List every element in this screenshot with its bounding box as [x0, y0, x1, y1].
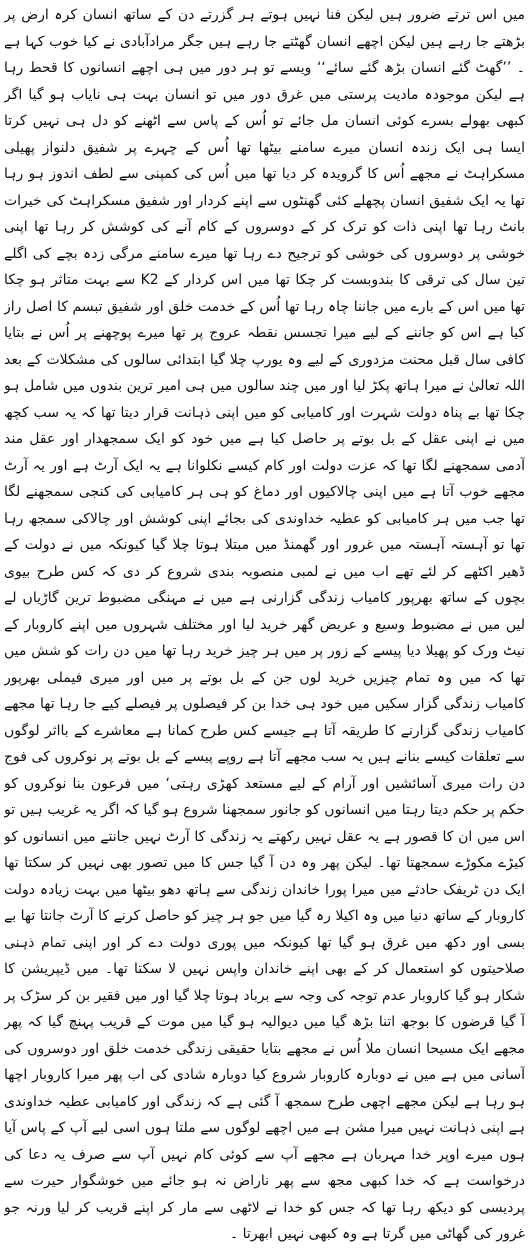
article-body-text: میں اس ترتے ضرور ہیں لیکن فنا نہیں ہوتے ہر گزرتے دن کے ساتھ انسان کرہ ارض پر بڑھتے جا رہے ہیں لیکن اچھے انسان گھٹتے جا رہے ہیں جگر مرادآبادی نے کیا خوب کہا ہے ۔ ’’گھٹ گئے انسان بڑھ گئے سائے‘‘ ویسے تو ہر دور میں ہی اچھے انسانوں کا قحط رہا ہے لیکن موجودہ مادیت پرستی میں غرق دور میں تو انسان بہت ہی نایاب ہو گیا اگر کبھی بھولے بسرے کوئی انسان مل جائے تو اُس کے پاس سے اٹھنے کو دل ہی نہیں کرتا ایسا ہی ایک زندہ انسان میرے سامنے بیٹھا تھا اُس کے چہرے پر شفیق دلنواز پھیلی مسکراہٹ نے مجھے اُس کا گرویدہ کر دیا تھا میں اُس کی کمپنی سے لطف اندوز ہو رہا تھا یہ ایک شفیق انسان پچھلے کئی گھنٹوں سے اپنے کردار اور شفیق مسکراہٹ کی خیرات بانٹ رہا تھا اپنی ذات کو ترک کر کے دوسروں کے کام آنے کی کوشش کر رہا تھا اپنی خوشی پر دوسروں کی خوشی کو ترجیح دے رہا تھا میرے سامنے مرگی زدہ بچے کی اگلے تین سال کی ترقی کا بندوبست کر چکا تھا میں اس کردار کے K2 سے بہت متاثر ہو چکا تھا میں اس کے بارے میں جاننا چاہ رہا تھا اُس کے خدمت خلق اور شفیق تبسم کا اصل راز کیا ہے اس کو جاننے کے لیے میرا تجسس نقطہ عروج پر تھا میرے پوچھنے پر اُس نے بتایا کافی سال قبل محنت مزدوری کے لیے وہ یورپ چلا گیا ابتدائی سالوں کی مشکلات کے بعد اللہ تعالیٰ نے میرا ہاتھ پکڑ لیا اور میں چند سالوں میں ہی امیر ترین بندوں میں شامل ہو چکا تھا بے پناہ دولت شہرت اور کامیابی کو میں اپنی ذہانت قرار دیتا تھا کہ یہ سب کچھ میں نے اپنی عقل کے بل بوتے پر حاصل کیا ہے میں خود کو ایک سمجھدار اور عقل مند آدمی سمجھنے لگا تھا کہ عزت دولت اور کام کیسے نکلوانا ہے یہ ایک آرٹ ہے اور یہ آرٹ مجھے خوب آتا ہے میں اپنی چالاکیوں اور دماغ کو ہی ہر کامیابی کی کنجی سمجھنے لگا تھا جب میں ہر کامیابی کو عطیہ خداوندی کی بجائے اپنی کوشش اور چالاکی سمجھ رہا تھا تو آہستہ آہستہ میں غرور اور گھمنڈ میں مبتلا ہوتا چلا گیا کیونکہ میں نے دولت کے ڈھیر اکٹھے کر لئے تھے اب میں نے لمبی منصوبہ بندی شروع کر دی کہ کس طرح بیوی بچوں کے ساتھ بھرپور کامیاب زندگی گزارنی ہے میں نے مہنگی مضبوط ترین گاڑیاں لے لیں میں نے مضبوط وسیع و عریض گھر خرید لیا اور مختلف شہروں میں اپنے کاروبار کے نیٹ ورک کو پھیلا دیا پیسے کے زور پر میں ہر چیز خرید رہا تھا میں دن رات کو شش میں تھا کہ میں وہ تمام چیزیں خرید لوں جن کے بل بوتے پر میں اور میری فیملی بھرپور کامیاب زندگی گزار سکیں میں خود ہی خدا بن کر فیصلوں پر فیصلے کیے جا رہا تھا مجھے کامیاب زندگی گزارنے کا طریقہ آتا ہے جیسے کس طرح کمانا ہے معاشرے کے بااثر لوگوں سے تعلقات کیسے بنانے ہیں یہ سب مجھے آتا ہے روپے پیسے کے بل بوتے پر نوکروں کی فوج دن رات میری آسائشیں اور آرام کے لیے مستعد کھڑی رہتی‘ میں فرعون بنا نوکروں کو حکم پر حکم دیتا رہتا میں انسانوں کو جانور سمجھنا شروع ہو گیا کہ اگر یہ غریب ہیں تو اس میں ان کا قصور ہے یہ عقل نہیں رکھتے یہ زندگی کا آرٹ نہیں جانتے میں انسانوں کو کیڑے مکوڑے سمجھتا تھا۔ لیکن پھر وہ دن آ گیا جس کا میں تصور بھی نہیں کر سکتا تھا ایک دن ٹریفک حادثے میں میرا پورا خاندان زندگی سے ہاتھ دھو بیٹھا میں بہت زیادہ دولت کاروبار کے ساتھ دنیا میں وہ اکیلا رہ گیا میں جو ہر چیز کو حاصل کرنے کا آرٹ جانتا تھا بے بسی اور دکھ میں غرق ہو گیا تھا کیونکہ میں پوری دولت دے کر اور اپنی تمام ذہنی صلاحیتوں کو استعمال کر کے بھی اپنے خاندان واپس نہیں لا سکتا تھا۔ میں ڈیپریشن کا شکار ہو گیا کاروبار عدم توجہ کی وجہ سے برباد ہوتا چلا گیا اور میں فقیر بن کر سڑک پر آ گیا قرضوں کا بوجھ اتنا بڑھ گیا میں دیوالیہ ہو گیا میں موت کے قریب پہنچ گیا کہ پھر مجھے ایک مسیحا انسان ملا اُس نے مجھے بتایا حقیقی زندگی خدمت خلق اور دوسروں کی آسانی میں ہے میں نے دوبارہ کاروبار شروع کیا دوبارہ شادی کی اب پھر میرا کاروبار اچھا ہو رہا ہے لیکن مجھے اچھی طرح سمجھ آ گئی ہے کہ زندگی اور کامیابی عطیہ خداوندی ہے اپنی ذہانت نہیں میرا مشن ہے میں اچھے لوگوں سے ملتا ہوں اسی لیے آپ کے پاس آیا ہوں میرے اوپر خدا مہربان ہے مجھے آپ سے کوئی کام نہیں آپ سے صرف یہ دعا کی درخواست ہے کہ خدا کبھی مجھ سے پھر ناراض نہ ہو جائے میں خوشگوار حیرت سے پردیسی کو دیکھ رہا تھا کہ جس کو خدا نے لاٹھی سے مار کر اپنے قریب کر لیا ورنہ جو غرور کی گھاٹی میں گرتا ہے وہ کبھی نہیں ابھرتا ۔ — [4, 7, 525, 1242]
article-column — [4, 2, 525, 1256]
